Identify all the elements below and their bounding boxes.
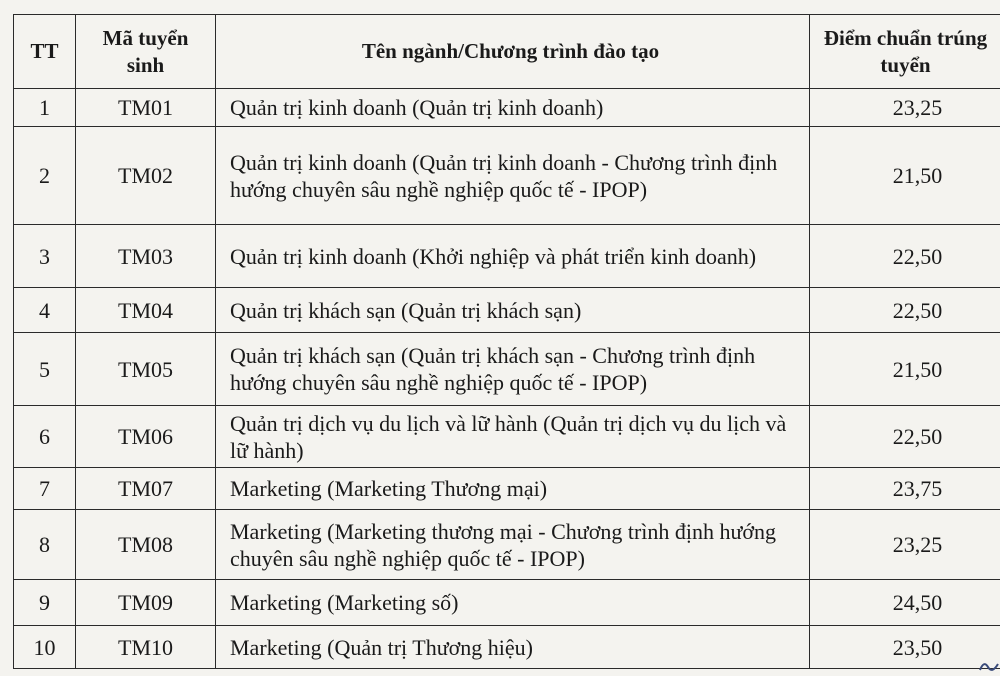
row-number: 10 <box>14 626 76 669</box>
cutoff-score: 22,50 <box>810 288 1000 333</box>
program-code: TM10 <box>76 626 216 669</box>
program-name: Marketing (Quản trị Thương hiệu) <box>216 626 810 669</box>
program-name: Quản trị kinh doanh (Khởi nghiệp và phát triển kinh doanh) <box>216 225 810 288</box>
cutoff-score: 24,50 <box>810 580 1000 626</box>
header-score: Điểm chuẩn trúng tuyển <box>810 15 1000 89</box>
program-name: Marketing (Marketing thương mại - Chương trình định hướng chuyên sâu nghề nghiệp quốc tế - IPOP) <box>216 510 810 580</box>
program-name: Quản trị kinh doanh (Quản trị kinh doanh) <box>216 89 810 127</box>
program-code: TM07 <box>76 468 216 510</box>
cutoff-score: 21,50 <box>810 127 1000 225</box>
row-number: 9 <box>14 580 76 626</box>
ink-mark <box>978 658 1000 672</box>
program-name: Quản trị kinh doanh (Quản trị kinh doanh - Chương trình định hướng chuyên sâu nghề nghiệp quốc tế - IPOP) <box>216 127 810 225</box>
program-code: TM06 <box>76 406 216 468</box>
program-code: TM01 <box>76 89 216 127</box>
header-tt: TT <box>14 15 76 89</box>
table-row <box>14 468 1000 510</box>
row-number: 3 <box>14 225 76 288</box>
table-row <box>14 580 1000 626</box>
program-name: Marketing (Marketing Thương mại) <box>216 468 810 510</box>
cutoff-score: 22,50 <box>810 406 1000 468</box>
table-row <box>14 333 1000 406</box>
row-number: 1 <box>14 89 76 127</box>
row-number: 6 <box>14 406 76 468</box>
program-name: Quản trị khách sạn (Quản trị khách sạn) <box>216 288 810 333</box>
row-number: 5 <box>14 333 76 406</box>
row-number: 4 <box>14 288 76 333</box>
row-number: 8 <box>14 510 76 580</box>
table-row <box>14 406 1000 468</box>
table-row <box>14 225 1000 288</box>
program-name: Quản trị khách sạn (Quản trị khách sạn - Chương trình định hướng chuyên sâu nghề nghiệp quốc tế - IPOP) <box>216 333 810 406</box>
header-code: Mã tuyển sinh <box>76 15 216 89</box>
admission-score-table <box>13 14 1000 669</box>
program-code: TM03 <box>76 225 216 288</box>
cutoff-score: 22,50 <box>810 225 1000 288</box>
ink-stroke-icon <box>978 658 1000 672</box>
table-row <box>14 510 1000 580</box>
program-code: TM09 <box>76 580 216 626</box>
program-name: Marketing (Marketing số) <box>216 580 810 626</box>
program-code: TM05 <box>76 333 216 406</box>
cutoff-score: 21,50 <box>810 333 1000 406</box>
program-code: TM04 <box>76 288 216 333</box>
table-header-row <box>14 15 1000 89</box>
cutoff-score: 23,50 <box>810 626 1000 669</box>
table-row <box>14 89 1000 127</box>
program-name: Quản trị dịch vụ du lịch và lữ hành (Quản trị dịch vụ du lịch và lữ hành) <box>216 406 810 468</box>
row-number: 7 <box>14 468 76 510</box>
cutoff-score: 23,75 <box>810 468 1000 510</box>
table-row <box>14 288 1000 333</box>
cutoff-score: 23,25 <box>810 510 1000 580</box>
table-row <box>14 626 1000 669</box>
program-code: TM02 <box>76 127 216 225</box>
header-program-name: Tên ngành/Chương trình đào tạo <box>216 15 810 89</box>
row-number: 2 <box>14 127 76 225</box>
program-code: TM08 <box>76 510 216 580</box>
table-row <box>14 127 1000 225</box>
cutoff-score: 23,25 <box>810 89 1000 127</box>
